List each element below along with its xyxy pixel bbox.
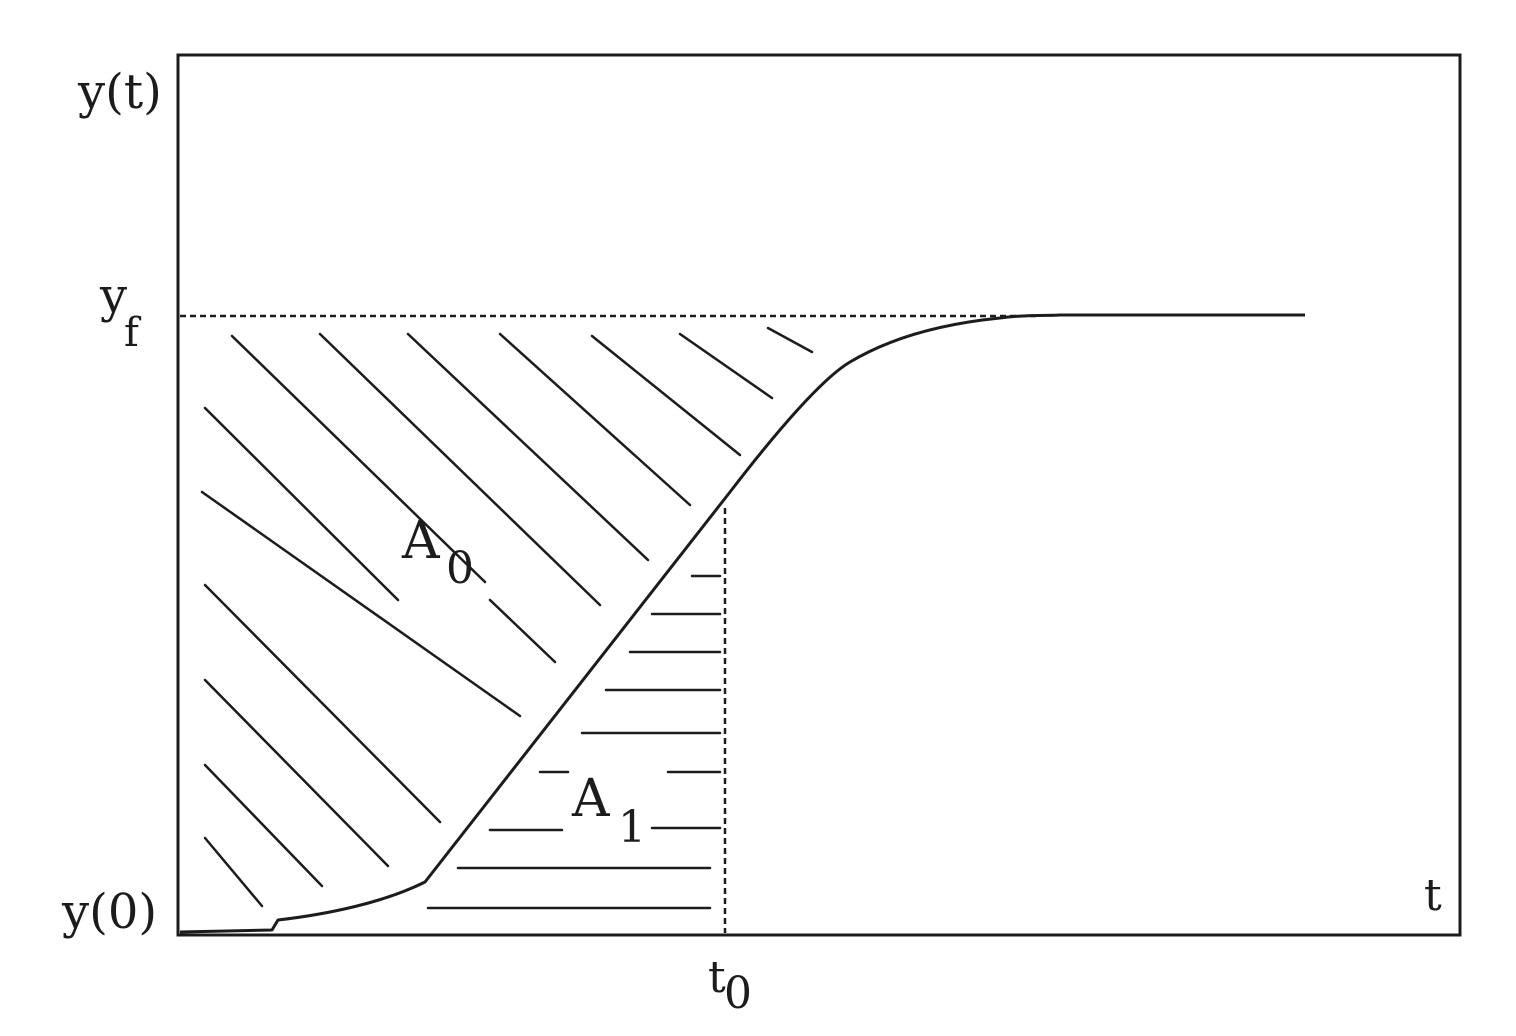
a0-hatch-line	[680, 334, 772, 398]
a0-hatch-line	[205, 765, 322, 886]
a0-hatch-line	[490, 600, 555, 662]
y-final-label-base: y	[100, 268, 128, 324]
a0-label-sub: 0	[446, 543, 474, 594]
a0-hatch-line	[205, 838, 262, 906]
a1-hatching	[428, 576, 720, 908]
a0-hatch-line	[205, 408, 398, 600]
a0-hatch-line	[408, 334, 648, 560]
t0-label	[708, 952, 752, 1019]
a0-hatching	[202, 328, 812, 906]
a0-label-base: A	[402, 511, 440, 571]
a0-hatch-line	[205, 680, 388, 866]
a0-hatch-line	[202, 492, 520, 716]
y-start-label: y(0)	[62, 884, 158, 940]
a1-label-sub: 1	[618, 802, 646, 853]
response-curve	[180, 315, 1305, 932]
y-final-label	[99, 268, 142, 356]
x-axis-label: t	[1424, 870, 1442, 921]
y-axis-label: y(t)	[78, 64, 162, 120]
a0-hatch-line	[768, 328, 812, 352]
t0-label-base: t	[708, 952, 726, 1003]
plot-frame	[178, 55, 1460, 935]
a1-label	[571, 769, 646, 853]
a0-hatch-line	[205, 585, 440, 822]
a0-label	[401, 511, 474, 594]
y-final-label-sub: f	[124, 310, 139, 356]
a1-label-base: A	[572, 769, 610, 829]
t0-label-sub: 0	[724, 968, 752, 1019]
a0-hatch-line	[500, 334, 690, 505]
